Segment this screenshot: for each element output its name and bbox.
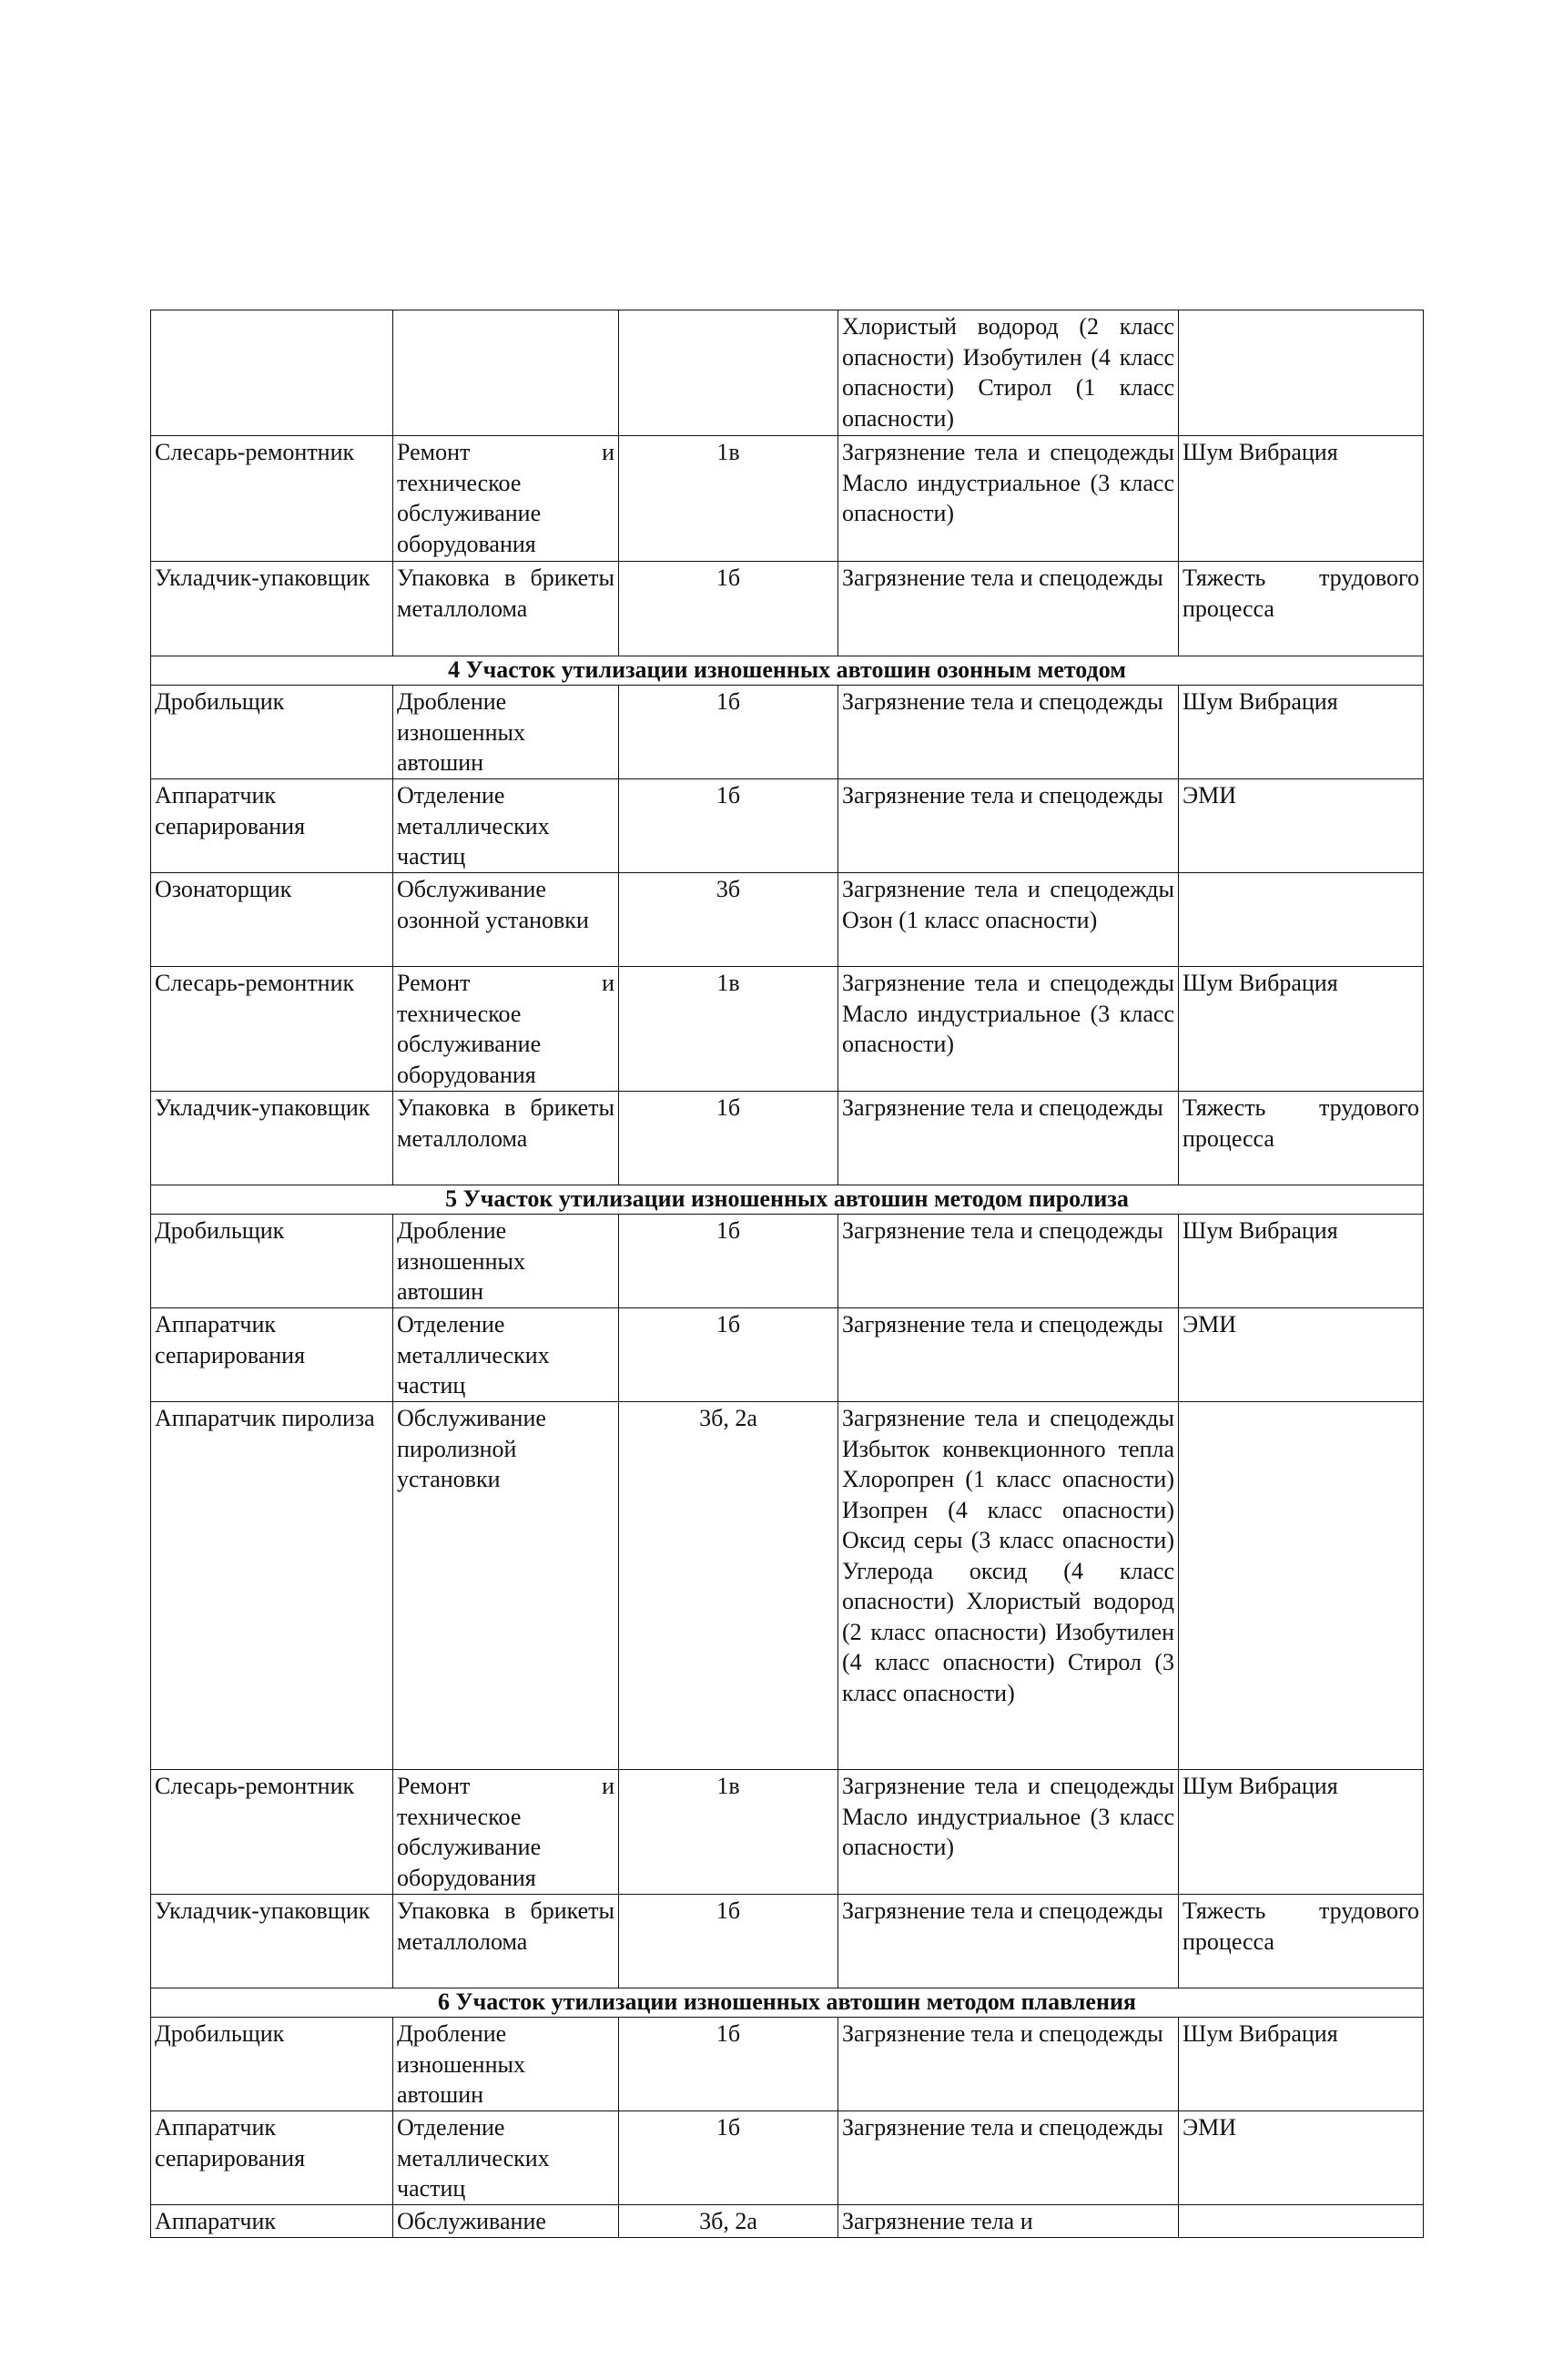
work-cell: Обслуживание xyxy=(393,2205,619,2238)
table-row xyxy=(151,779,1424,873)
table-row xyxy=(151,1402,1424,1770)
section-heading-row xyxy=(151,1185,1424,1215)
table-row xyxy=(151,1308,1424,1402)
table-row xyxy=(151,2205,1424,2238)
profession-cell: Озонаторщик xyxy=(151,873,393,967)
factors-cell xyxy=(1179,310,1424,436)
profession-cell: Укладчик-упаковщик xyxy=(151,1092,393,1185)
hazards-cell: Загрязнение тела и спецодежды xyxy=(838,779,1179,873)
profession-cell: Укладчик-упаковщик xyxy=(151,562,393,656)
hazards-cell: Загрязнение тела и спецодежды Озон (1 класс опасности) xyxy=(838,873,1179,967)
table-row xyxy=(151,1092,1424,1185)
work-cell xyxy=(393,310,619,436)
profession-cell: Аппаратчик сепарирования xyxy=(151,1308,393,1402)
profession-cell: Укладчик-упаковщик xyxy=(151,1895,393,1988)
profession-cell: Дробильщик xyxy=(151,686,393,779)
table-row xyxy=(151,873,1424,967)
table-row xyxy=(151,2111,1424,2205)
profession-cell xyxy=(151,310,393,436)
factors-cell: Шум Вибрация xyxy=(1179,1215,1424,1308)
class-cell: 1б xyxy=(619,686,838,779)
class-cell: 1б xyxy=(619,2018,838,2111)
table-row xyxy=(151,562,1424,656)
work-cell: Ремонт и техническое обслуживание оборудования xyxy=(393,1770,619,1895)
section-heading-row xyxy=(151,1988,1424,2018)
class-cell: 1в xyxy=(619,436,838,562)
work-cell: Упаковка в брикеты металлолома xyxy=(393,1092,619,1185)
class-cell: 1б xyxy=(619,1092,838,1185)
work-cell: Обслуживание пиролизной установки xyxy=(393,1402,619,1770)
class-cell xyxy=(619,310,838,436)
hazards-cell: Загрязнение тела и спецодежды xyxy=(838,1895,1179,1988)
class-cell: 1в xyxy=(619,967,838,1092)
document-body xyxy=(150,310,1423,2238)
class-cell: 1б xyxy=(619,779,838,873)
hazards-cell: Загрязнение тела и спецодежды xyxy=(838,686,1179,779)
profession-cell: Аппаратчик пиролиза xyxy=(151,1402,393,1770)
factors-cell: ЭМИ xyxy=(1179,2111,1424,2205)
section-title: 5 Участок утилизации изношенных автошин методом пиролиза xyxy=(151,1185,1424,1215)
factors-cell: Шум Вибрация xyxy=(1179,1770,1424,1895)
factors-cell: Тяжесть трудового процесса xyxy=(1179,562,1424,656)
work-cell: Упаковка в брикеты металлолома xyxy=(393,1895,619,1988)
class-cell: 1б xyxy=(619,1215,838,1308)
profession-cell: Аппаратчик xyxy=(151,2205,393,2238)
work-cell: Дробление изношенных автошин xyxy=(393,1215,619,1308)
profession-cell: Аппаратчик сепарирования xyxy=(151,779,393,873)
class-cell: 1б xyxy=(619,562,838,656)
section-heading-row xyxy=(151,656,1424,686)
class-cell: 1б xyxy=(619,1308,838,1402)
table-row xyxy=(151,436,1424,562)
hazards-cell: Загрязнение тела и спецодежды Масло индустриальное (3 класс опасности) xyxy=(838,436,1179,562)
workplace-hazards-table xyxy=(150,310,1424,2238)
profession-cell: Слесарь-ремонтник xyxy=(151,436,393,562)
work-cell: Дробление изношенных автошин xyxy=(393,686,619,779)
factors-cell: Тяжесть трудового процесса xyxy=(1179,1092,1424,1185)
class-cell: 3б, 2а xyxy=(619,1402,838,1770)
factors-cell: ЭМИ xyxy=(1179,1308,1424,1402)
hazards-cell: Хлористый водород (2 класс опасности) Изобутилен (4 класс опасности) Стирол (1 класс опасности) xyxy=(838,310,1179,436)
factors-cell: Шум Вибрация xyxy=(1179,967,1424,1092)
hazards-cell: Загрязнение тела и спецодежды xyxy=(838,1092,1179,1185)
hazards-cell: Загрязнение тела и спецодежды xyxy=(838,1215,1179,1308)
class-cell: 3б xyxy=(619,873,838,967)
profession-cell: Слесарь-ремонтник xyxy=(151,1770,393,1895)
hazards-cell: Загрязнение тела и спецодежды xyxy=(838,1308,1179,1402)
factors-cell xyxy=(1179,1402,1424,1770)
factors-cell: Шум Вибрация xyxy=(1179,436,1424,562)
factors-cell xyxy=(1179,2205,1424,2238)
factors-cell: Шум Вибрация xyxy=(1179,2018,1424,2111)
table-row xyxy=(151,1770,1424,1895)
section-title: 6 Участок утилизации изношенных автошин методом плавления xyxy=(151,1988,1424,2018)
table-row xyxy=(151,2018,1424,2111)
factors-cell: Тяжесть трудового процесса xyxy=(1179,1895,1424,1988)
table-row xyxy=(151,1215,1424,1308)
hazards-cell: Загрязнение тела и спецодежды xyxy=(838,2111,1179,2205)
factors-cell: ЭМИ xyxy=(1179,779,1424,873)
hazards-cell: Загрязнение тела и xyxy=(838,2205,1179,2238)
work-cell: Отделение металлических частиц xyxy=(393,779,619,873)
class-cell: 1в xyxy=(619,1770,838,1895)
table-row xyxy=(151,1895,1424,1988)
section-title: 4 Участок утилизации изношенных автошин озонным методом xyxy=(151,656,1424,686)
factors-cell: Шум Вибрация xyxy=(1179,686,1424,779)
profession-cell: Аппаратчик сепарирования xyxy=(151,2111,393,2205)
work-cell: Ремонт и техническое обслуживание оборудования xyxy=(393,967,619,1092)
hazards-cell: Загрязнение тела и спецодежды Масло индустриальное (3 класс опасности) xyxy=(838,967,1179,1092)
profession-cell: Дробильщик xyxy=(151,1215,393,1308)
work-cell: Дробление изношенных автошин xyxy=(393,2018,619,2111)
hazards-cell: Загрязнение тела и спецодежды Масло индустриальное (3 класс опасности) xyxy=(838,1770,1179,1895)
profession-cell: Слесарь-ремонтник xyxy=(151,967,393,1092)
class-cell: 3б, 2а xyxy=(619,2205,838,2238)
table-row xyxy=(151,686,1424,779)
work-cell: Обслуживание озонной установки xyxy=(393,873,619,967)
hazards-cell: Загрязнение тела и спецодежды xyxy=(838,562,1179,656)
table-row xyxy=(151,310,1424,436)
hazards-cell: Загрязнение тела и спецодежды xyxy=(838,2018,1179,2111)
work-cell: Отделение металлических частиц xyxy=(393,2111,619,2205)
class-cell: 1б xyxy=(619,1895,838,1988)
work-cell: Ремонт и техническое обслуживание оборудования xyxy=(393,436,619,562)
factors-cell xyxy=(1179,873,1424,967)
table-body xyxy=(151,310,1424,2238)
work-cell: Упаковка в брикеты металлолома xyxy=(393,562,619,656)
profession-cell: Дробильщик xyxy=(151,2018,393,2111)
table-row xyxy=(151,967,1424,1092)
class-cell: 1б xyxy=(619,2111,838,2205)
work-cell: Отделение металлических частиц xyxy=(393,1308,619,1402)
hazards-cell: Загрязнение тела и спецодежды Избыток конвекционного тепла Хлоропрен (1 класс опасности) Изопрен (4 класс опасности) Оксид серы (3 класс опасности) Углерода оксид (4 класс опасности) Хлористый водород (2 класс опасности) Изобутилен (4 класс опасности) Стирол (3 класс опасности) xyxy=(838,1402,1179,1770)
